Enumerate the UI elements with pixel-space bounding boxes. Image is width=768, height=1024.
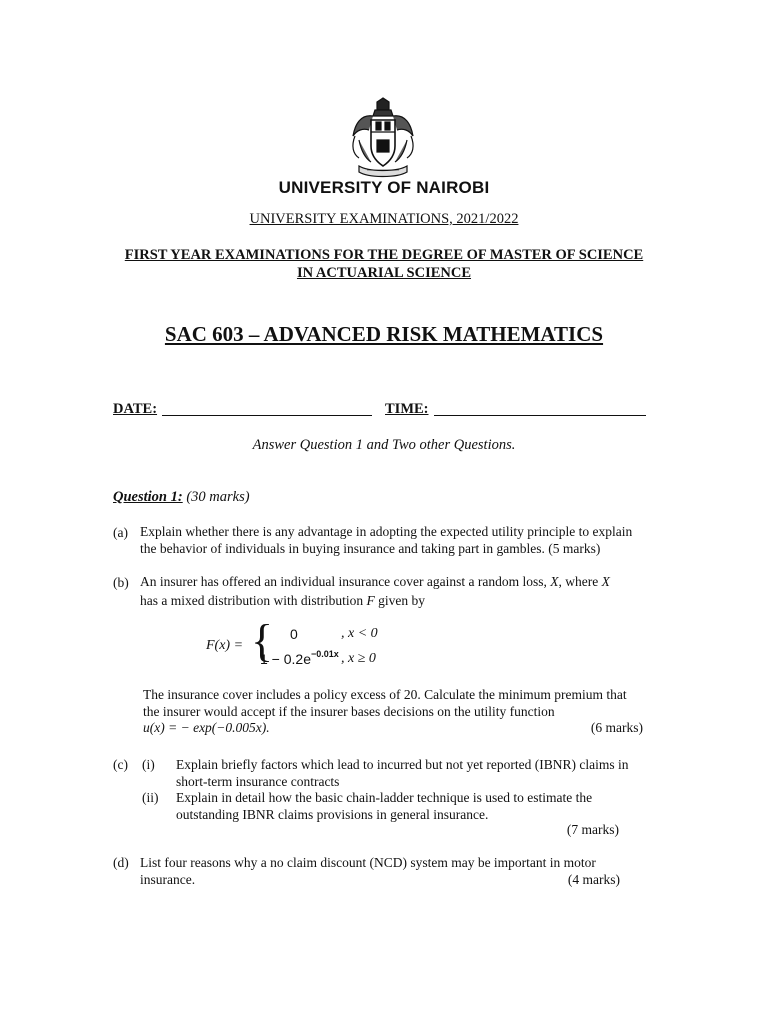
part-c-ii-line-2: outstanding IBNR claims provisions in general insurance.: [176, 806, 489, 822]
time-label-text: TIME:: [385, 401, 429, 417]
course-title-text: SAC 603 – ADVANCED RISK MATHEMATICS: [164, 322, 604, 346]
part-d-label: (d): [113, 855, 129, 870]
part-c-i-text: [176, 757, 657, 790]
part-c-ii-line-1: Explain in detail how the basic chain-ladder technique is used to estimate the: [176, 790, 593, 805]
part-a-label: (a): [113, 525, 128, 540]
date-label: [113, 401, 157, 418]
part-a-line-1: Explain whether there is any advantage in adopting the expected utility principle to explain: [140, 524, 633, 539]
question-1-marks: (30 marks): [186, 489, 250, 505]
part-b-para-line-2: the insurer would accept if the insurer bases decisions on the utility function: [143, 703, 555, 719]
part-b-line-2-pre: has a mixed distribution with distribution: [140, 592, 364, 608]
part-d-text: [140, 855, 657, 888]
part-b-line-2-post: given by: [378, 592, 425, 608]
formula-lhs: F(x) =: [206, 638, 244, 653]
part-c-label: (c): [113, 757, 128, 772]
part-b-para-line-1: The insurance cover includes a policy excess of 20. Calculate the minimum premium that: [143, 687, 627, 702]
time-blank-line: [434, 415, 646, 416]
case-1-condition: , x < 0: [341, 626, 378, 641]
case-2-value: [260, 651, 339, 667]
question-1-title: Question 1:: [113, 489, 183, 505]
part-c-i-line-2: short-term insurance contracts: [176, 773, 340, 789]
date-blank-line: [162, 415, 372, 416]
part-b-para-line-3: u(x) = − exp(−0.005x).: [143, 720, 270, 735]
course-title: [0, 322, 768, 347]
part-d-line-1: List four reasons why a no claim discount (NCD) system may be important in motor: [140, 855, 596, 870]
question-1-heading: [113, 489, 250, 506]
case-1-value: 0: [290, 626, 298, 642]
part-b-line-1: [140, 574, 660, 591]
part-c-ii-text: [176, 790, 657, 823]
formula-brace: {: [251, 615, 274, 666]
degree-line-1: FIRST YEAR EXAMINATIONS FOR THE DEGREE OF MASTER OF SCIENCE: [124, 247, 644, 263]
part-b-line-2: [140, 593, 660, 610]
degree-heading: [0, 246, 768, 282]
exams-heading-text: UNIVERSITY EXAMINATIONS, 2021/2022: [249, 211, 519, 227]
university-name: UNIVERSITY OF NAIROBI: [278, 178, 490, 197]
case-2-condition: , x ≥ 0: [341, 651, 376, 666]
part-b-marks: (6 marks): [590, 720, 643, 735]
part-b-para-line-3-row: [143, 720, 657, 737]
var-f: F: [366, 592, 375, 608]
var-x-1: X: [550, 574, 559, 589]
part-a-line-2: the behavior of individuals in buying insurance and taking part in gambles. (5 marks): [140, 540, 601, 556]
part-c-i-label: (i): [142, 757, 155, 772]
part-c-i-line-1: Explain briefly factors which lead to incurred but not yet reported (IBNR) claims in: [176, 757, 629, 772]
degree-line-2: IN ACTUARIAL SCIENCE: [296, 265, 472, 281]
part-b-intro: [140, 574, 660, 609]
case-2-exponent: −0.01x: [311, 649, 339, 659]
part-d-line-2: insurance.: [140, 871, 196, 887]
date-label-text: DATE:: [113, 401, 158, 417]
part-b-paragraph: [143, 687, 657, 737]
part-a-text: [140, 524, 657, 557]
part-c-marks: (7 marks): [566, 822, 619, 837]
instructions: Answer Question 1 and Two other Questions.: [252, 437, 516, 453]
university-crest-logo: [341, 96, 425, 180]
part-b-line-1-pre: An insurer has offered an individual insurance cover against a random loss,: [140, 574, 547, 589]
var-x-2: X: [601, 574, 610, 589]
part-b-label: (b): [113, 575, 129, 590]
case-2-base: 1 − 0.2e: [260, 651, 311, 667]
time-label: [385, 401, 429, 418]
part-d-marks: (4 marks): [567, 871, 620, 887]
date-time-row: [0, 401, 768, 421]
part-c-ii-label: (ii): [142, 790, 159, 805]
part-b-line-1-mid: , where: [558, 574, 599, 589]
exams-heading: [0, 211, 768, 228]
part-d-line-2-row: [140, 872, 657, 889]
